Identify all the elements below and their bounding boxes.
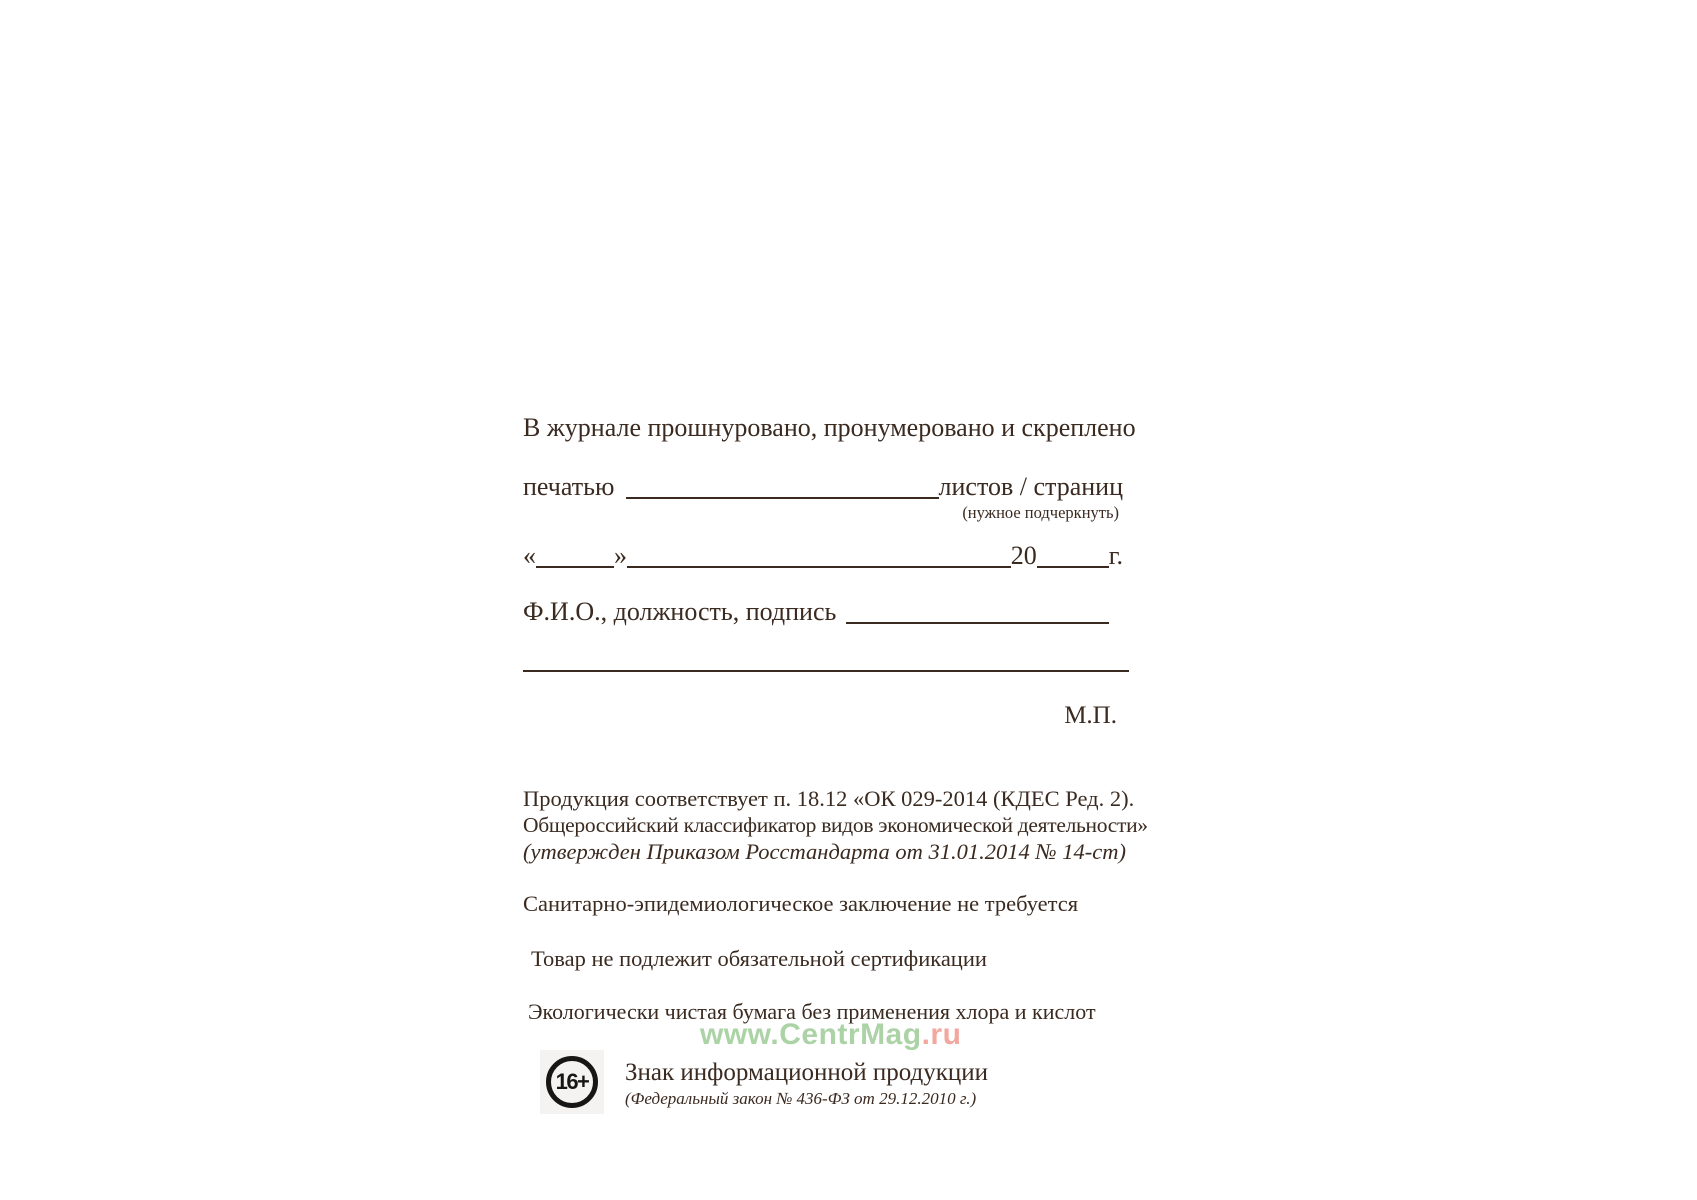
date-row (523, 541, 1123, 571)
underline-note: (нужное подчеркнуть) (962, 503, 1119, 522)
site-watermark (700, 1018, 961, 1052)
eco-paper-statement: Экологически чистая бумага без применения хлора и кислот (528, 999, 1096, 1024)
year-suffix: г. (1108, 541, 1123, 570)
product-standard-line: Продукция соответствует п. 18.12 «ОК 029-2014 (КДЕС Ред. 2). (523, 786, 1135, 811)
sheets-pages-label: листов / страниц (938, 472, 1123, 501)
sheets-count-row (523, 472, 1123, 502)
day-blank (536, 566, 614, 568)
year-blank (1037, 566, 1109, 568)
watermark-tld: .ru (921, 1018, 962, 1051)
century-prefix: 20 (1010, 541, 1037, 570)
fio-row (523, 597, 1123, 627)
order-reference-line: (утвержден Приказом Росстандарта от 31.01.2014 № 14-ст) (523, 839, 1126, 864)
federal-law-reference: (Федеральный закон № 436-ФЗ от 29.12.2010 г.) (625, 1089, 977, 1108)
classifier-line: Общероссийский классификатор видов экономической деятельности» (523, 813, 1148, 837)
watermark-domain: www.CentrMag (700, 1018, 922, 1051)
month-blank (627, 566, 1011, 568)
stamp-place-label: М.П. (1064, 702, 1117, 729)
sheets-count-blank (626, 497, 938, 499)
age-16-plus-icon: 16+ (546, 1056, 598, 1108)
certification-statement: Товар не подлежит обязательной сертификации (531, 946, 987, 971)
sewn-label: печатью (523, 472, 615, 501)
open-quote: « (523, 541, 536, 570)
binding-statement-line: В журнале прошнуровано, пронумеровано и скреплено (523, 413, 1136, 442)
fio-blank (846, 622, 1109, 624)
signature-blank-line (523, 642, 1129, 672)
information-product-label: Знак информационной продукции (625, 1059, 989, 1086)
fio-label: Ф.И.О., должность, подпись (523, 597, 837, 626)
sanitary-statement: Санитарно-эпидемиологическое заключение не требуется (523, 891, 1079, 916)
age-rating-badge-box (540, 1050, 604, 1114)
close-quote: » (614, 541, 627, 570)
